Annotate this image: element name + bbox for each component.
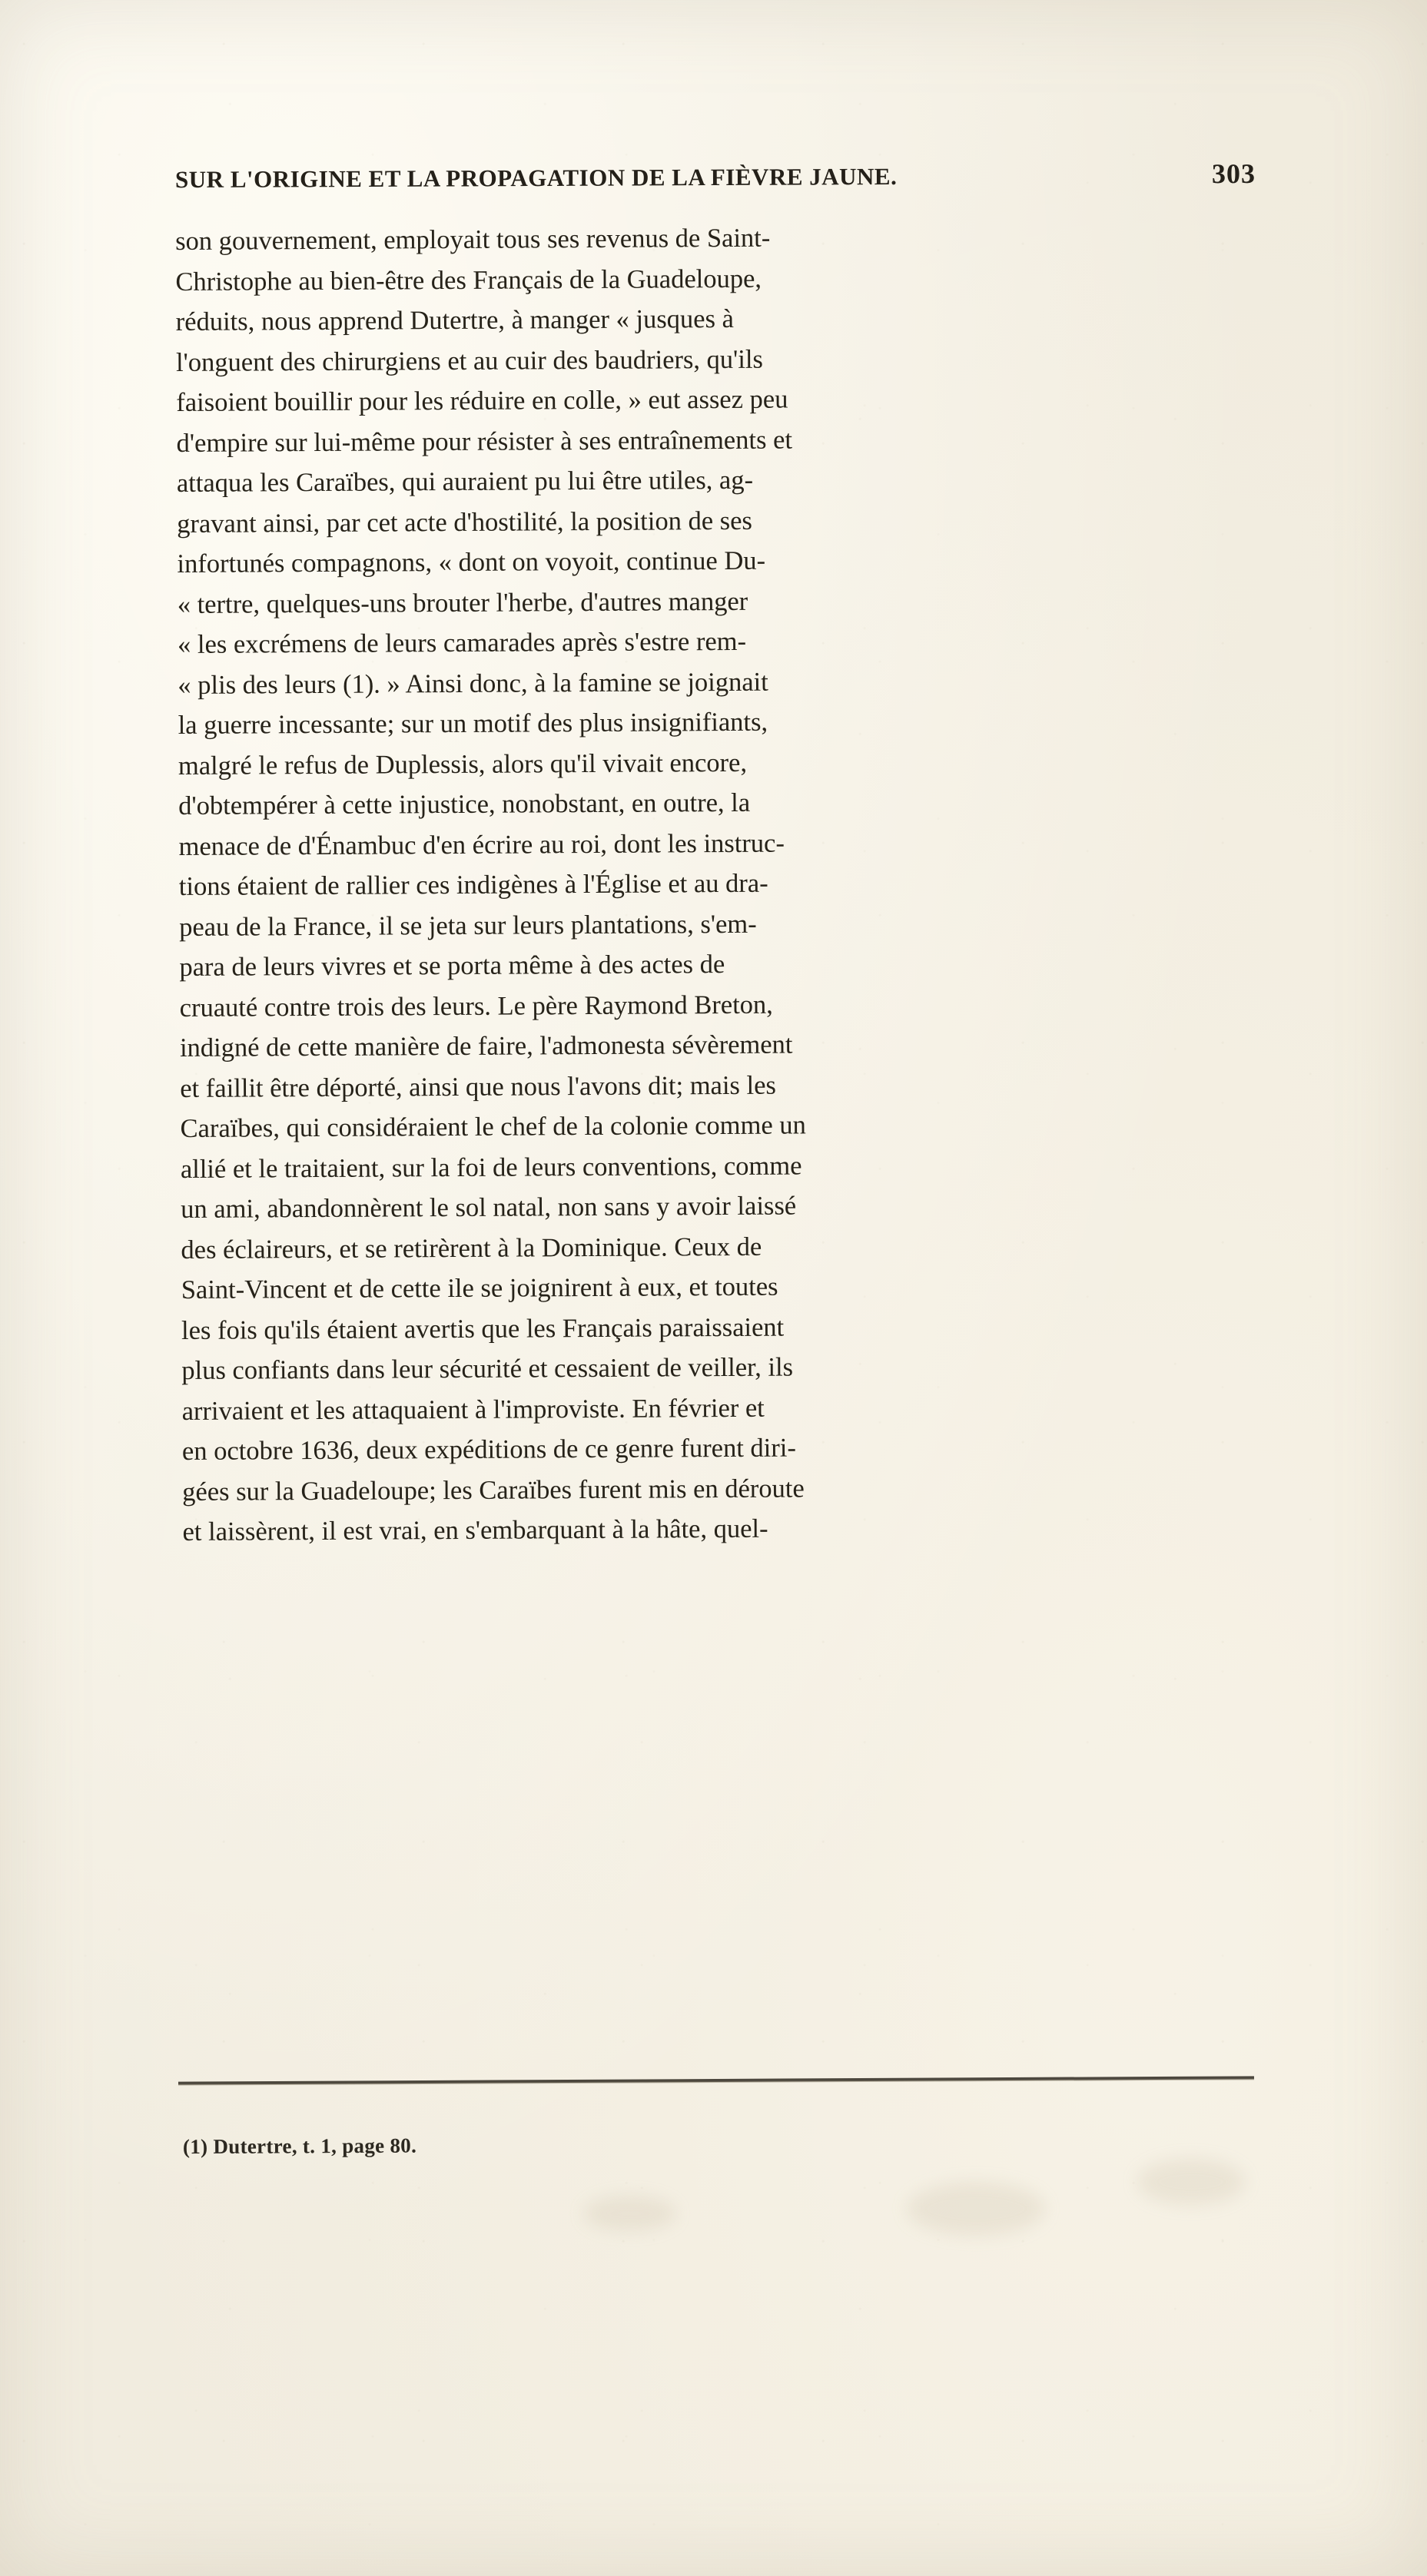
text-line: la guerre incessante; sur un motif des plus insignifiants, — [178, 707, 768, 740]
paper-blotch — [907, 2182, 1045, 2236]
text-line: peau de la France, il se jeta sur leurs plantations, s'em- — [179, 909, 757, 942]
text-line: tions étaient de rallier ces indigènes à l'Église et au dra- — [178, 868, 768, 901]
paper-blotch — [584, 2196, 676, 2231]
footnote-separator-rule — [178, 2076, 1254, 2084]
text-line: l'onguent des chirurgiens et au cuir des baudriers, qu'ils — [175, 344, 764, 377]
text-line: infortunés compagnons, « dont on voyoit, continue Du- — [177, 545, 766, 579]
footnote: (1) Dutertre, t. 1, page 80. — [182, 2133, 417, 2159]
text-line: plus confiants dans leur sécurité et cessaient de veiller, ils — [181, 1352, 794, 1385]
text-line: « les excrémens de leurs camarades après s'estre rem- — [177, 626, 747, 659]
page-text-block — [174, 157, 1256, 1553]
text-line: menace de d'Énambuc d'en écrire au roi, dont les instruc- — [178, 828, 785, 861]
running-head — [175, 157, 1256, 194]
text-line: arrivaient et les attaquaient à l'improviste. En février et — [181, 1393, 765, 1426]
text-line: « tertre, quelques-uns brouter l'herbe, d'autres manger — [177, 586, 748, 619]
text-line: et faillit être déporté, ainsi que nous l'avons dit; mais les — [180, 1070, 776, 1103]
text-line: indigné de cette manière de faire, l'admonesta sévèrement — [179, 1029, 793, 1063]
text-line: allié et le traitaient, sur la foi de leurs conventions, comme — [180, 1150, 802, 1184]
running-head-title: SUR L'ORIGINE ET LA PROPAGATION DE LA FIÈVRE JAUNE. — [174, 162, 898, 194]
text-line: d'empire sur lui-même pour résister à ses entraînements et — [176, 425, 793, 458]
text-line: attaqua les Caraïbes, qui auraient pu lui être utiles, ag- — [176, 465, 754, 498]
body-text — [175, 215, 1263, 1552]
text-line: les fois qu'ils étaient avertis que les Français paraissaient — [181, 1312, 785, 1345]
text-line: gravant ainsi, par cet acte d'hostilité, la position de ses — [177, 506, 753, 539]
text-line: un ami, abandonnèrent le sol natal, non sans y avoir laissé — [181, 1191, 797, 1224]
text-line: réduits, nous apprend Dutertre, à manger « jusques à — [175, 303, 735, 337]
page-number: 303 — [1211, 157, 1256, 190]
text-line: « plis des leurs (1). » Ainsi donc, à la famine se joignait — [178, 667, 768, 700]
text-line: Saint-Vincent et de cette ile se joignirent à eux, et toutes — [181, 1271, 778, 1305]
paragraph — [175, 215, 1263, 1552]
text-line: faisoient bouillir pour les réduire en colle, » eut assez peu — [176, 384, 788, 417]
text-line: Christophe au bien-être des Français de la Guadeloupe, — [175, 264, 762, 297]
text-line: gées sur la Guadeloupe; les Caraïbes furent mis en déroute — [182, 1473, 805, 1507]
text-line: en octobre 1636, deux expéditions de ce genre furent diri- — [181, 1433, 797, 1466]
text-line: Caraïbes, qui considéraient le chef de la colonie comme un — [180, 1110, 806, 1143]
text-line: et laissèrent, il est vrai, en s'embarquant à la hâte, quel- — [182, 1513, 768, 1547]
text-line: para de leurs vivres et se porta même à des actes de — [179, 950, 725, 982]
paper-blotch — [1137, 2159, 1245, 2205]
text-line: des éclaireurs, et se retirèrent à la Dominique. Ceux de — [181, 1232, 762, 1265]
text-line: son gouvernement, employait tous ses revenus de Saint- — [175, 223, 771, 256]
text-line: cruauté contre trois des leurs. Le père Raymond Breton, — [179, 990, 773, 1023]
text-line: malgré le refus de Duplessis, alors qu'il vivait encore, — [178, 748, 748, 781]
text-line: d'obtempérer à cette injustice, nonobstant, en outre, la — [178, 787, 751, 821]
